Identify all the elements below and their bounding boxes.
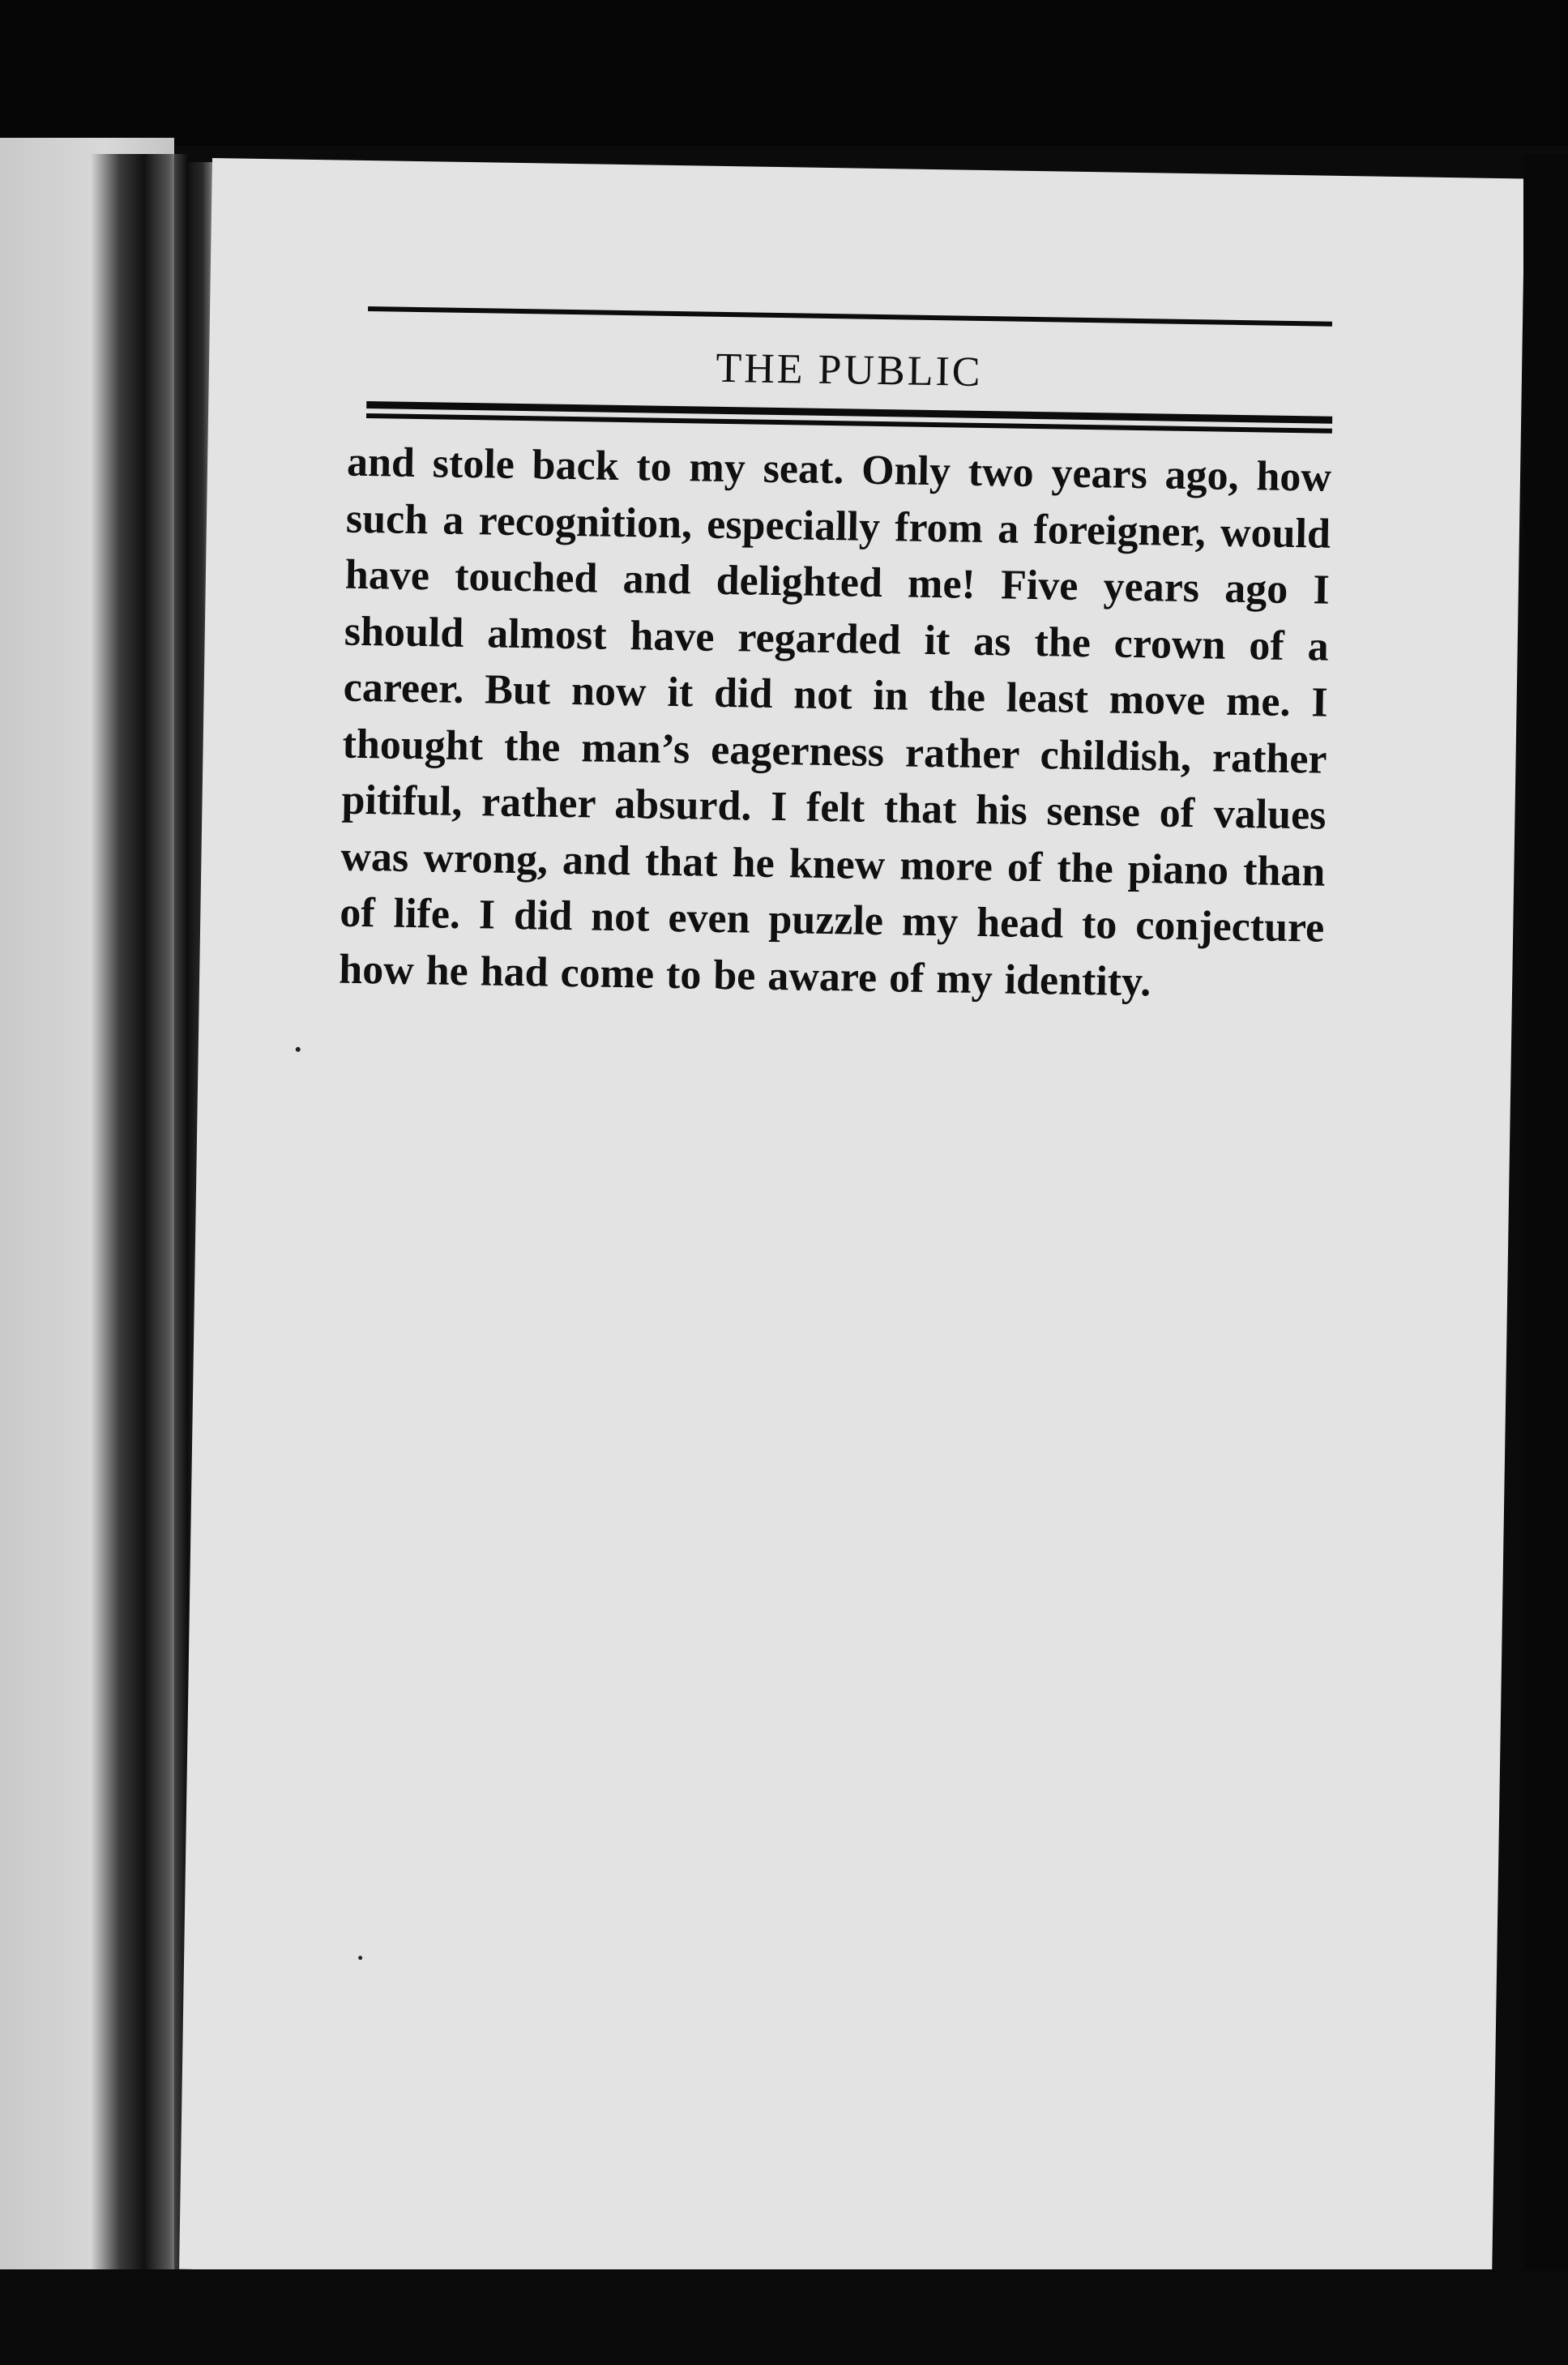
body-paragraph: and stole back to my seat. Only two years ago, how such a recognition, especially from a foreigner, would have touched and delighted me! Five years ago I should almost have regarded it as the crown of a career. But now it did not in the least move me. I thought the man’s eagerness rather childish, rather pitiful, rather absurd. I felt that his sense of values was wrong, and that he knew more of the piano than of life. I did not even puzzle my head to conjecture how he had come to be aware of my identity. [338,438,1332,1005]
scan-speck [358,1956,362,1960]
header-rule-top [368,306,1332,327]
binding-shadow [91,154,188,2294]
scan-top-margin [0,0,1568,146]
book-page [179,158,1525,2290]
scan-right-margin [1523,154,1568,2294]
scan-speck [296,1047,301,1052]
running-head: THE PUBLIC [716,344,983,396]
scan-bottom-margin [0,2269,1568,2365]
